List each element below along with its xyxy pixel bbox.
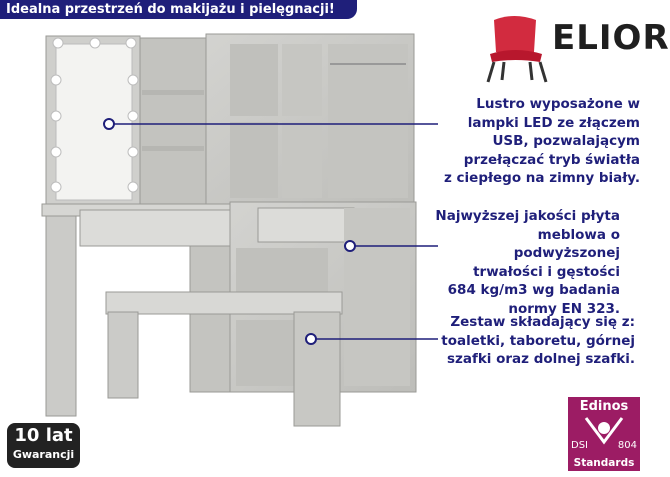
page-title: Idealna przestrzeń do makijażu i pielęgnacji!: [0, 0, 357, 19]
edinos-standards: Standards: [573, 457, 635, 469]
edinos-title: Edinos: [579, 399, 629, 414]
guarantee-label: Gwarancji: [12, 448, 75, 461]
edinos-code: 804: [617, 440, 637, 451]
guarantee-years: 10 lat: [14, 425, 73, 446]
feature-led-mirror: Lustro wyposażone w lampki LED ze złączem USB, pozwalającym przełączać tryb światła z ciepłego na zimny biały.: [444, 96, 640, 186]
furniture-set-illustration: [0, 24, 440, 454]
edinos-standards-badge: [568, 397, 640, 471]
feature-set-contents: Zestaw składający się z: toaletki, taboretu, górnej szafki oraz dolnej szafki.: [441, 314, 635, 367]
feature-board-quality: Najwyższej jakości płyta meblowa o podwyższonej trwałości i gęstości 684 kg/m3 wg badania normy EN 323.: [435, 208, 620, 317]
guarantee-badge: [7, 423, 80, 468]
brand-logo-text: ELIOR: [552, 18, 670, 58]
edinos-dsi: DSI: [571, 440, 588, 451]
